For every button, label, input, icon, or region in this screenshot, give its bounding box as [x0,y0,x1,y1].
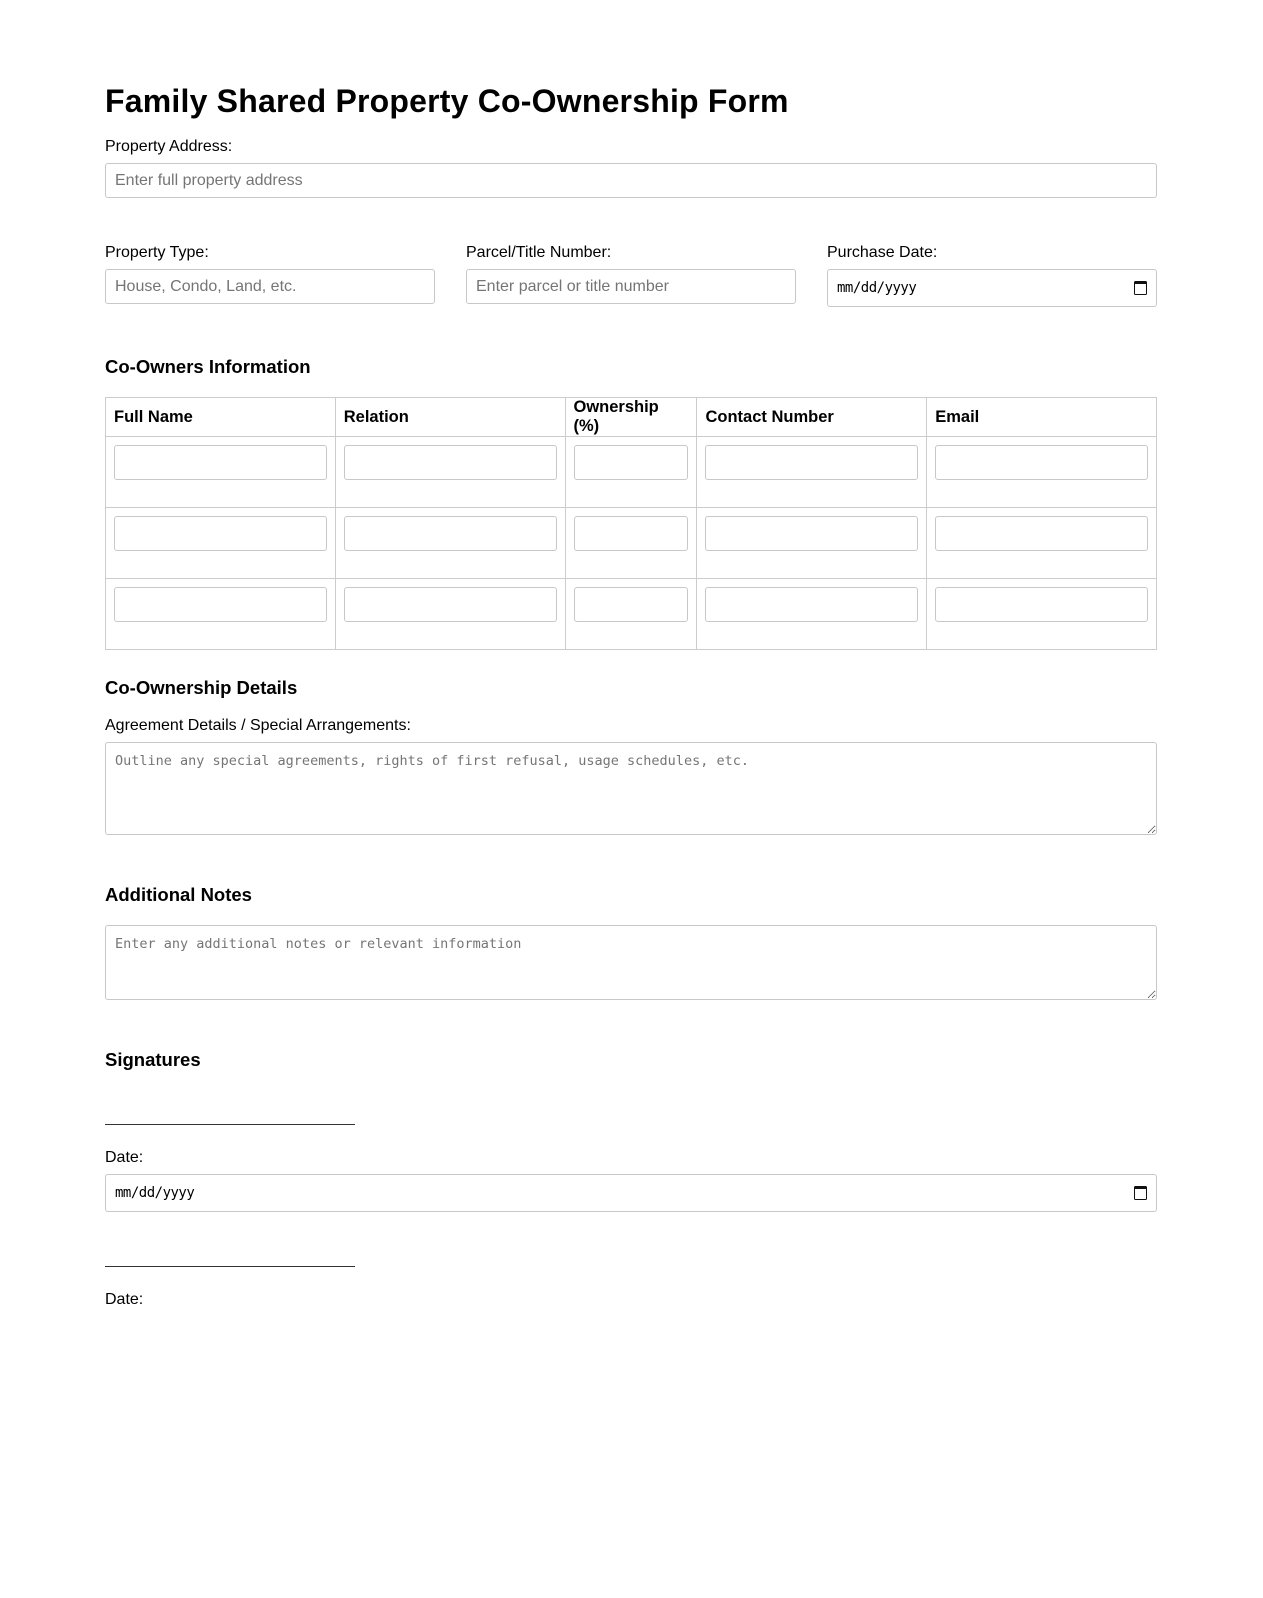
property-address-label: Property Address: [105,138,233,155]
table-row [106,437,1157,508]
table-cell [927,508,1157,579]
email-input[interactable] [935,445,1148,480]
full-name-input[interactable] [114,445,327,480]
email-input[interactable] [935,516,1148,551]
signature-date-placeholder: mm/dd/yyyy [115,1185,195,1201]
property-type-input[interactable] [105,269,435,304]
agreement-details-textarea[interactable] [105,742,1157,835]
co-owners-table [105,397,1157,650]
relation-input[interactable] [344,587,557,622]
column-header-full-name: Full Name [106,398,336,437]
table-cell [335,437,565,508]
signature-date-input[interactable] [105,1174,1157,1212]
signature-date-label: Date: [105,1291,144,1308]
table-cell [106,579,336,650]
column-header-ownership: Ownership (%) [565,398,697,437]
purchase-date-input[interactable] [827,269,1157,307]
purchase-date-placeholder: mm/dd/yyyy [837,280,917,296]
column-header-contact-number: Contact Number [697,398,927,437]
email-input[interactable] [935,587,1148,622]
signature-line[interactable] [105,1124,355,1125]
column-header-email: Email [927,398,1157,437]
table-cell [697,508,927,579]
property-type-label: Property Type: [105,244,209,261]
page-title: Family Shared Property Co-Ownership Form [105,83,789,119]
full-name-input[interactable] [114,516,327,551]
parcel-number-label: Parcel/Title Number: [466,244,612,261]
purchase-date-label: Purchase Date: [827,244,938,261]
table-cell [697,579,927,650]
table-cell [565,508,697,579]
agreement-details-label: Agreement Details / Special Arrangements: [105,717,411,734]
parcel-number-input[interactable] [466,269,796,304]
ownership-input[interactable] [574,445,689,480]
ownership-input[interactable] [574,516,689,551]
calendar-icon[interactable] [1134,1186,1147,1200]
relation-input[interactable] [344,445,557,480]
contact-number-input[interactable] [705,516,918,551]
ownership-input[interactable] [574,587,689,622]
table-cell [697,437,927,508]
form-page [105,0,1157,1308]
co-owners-heading: Co-Owners Information [105,356,311,377]
table-cell [565,579,697,650]
signatures-heading: Signatures [105,1049,201,1070]
table-cell [106,508,336,579]
contact-number-input[interactable] [705,587,918,622]
table-cell [565,437,697,508]
column-header-relation: Relation [335,398,565,437]
table-cell [106,437,336,508]
signature-date-label: Date: [105,1149,144,1166]
table-row [106,579,1157,650]
table-cell [335,508,565,579]
table-header-row [106,398,1157,437]
table-cell [927,437,1157,508]
table-cell [335,579,565,650]
full-name-input[interactable] [114,587,327,622]
table-row [106,508,1157,579]
table-cell [927,579,1157,650]
relation-input[interactable] [344,516,557,551]
co-ownership-details-heading: Co-Ownership Details [105,677,298,698]
additional-notes-heading: Additional Notes [105,884,252,905]
signature-line[interactable] [105,1266,355,1267]
calendar-icon[interactable] [1134,281,1147,295]
property-address-input[interactable] [105,163,1157,198]
contact-number-input[interactable] [705,445,918,480]
additional-notes-textarea[interactable] [105,925,1157,1000]
